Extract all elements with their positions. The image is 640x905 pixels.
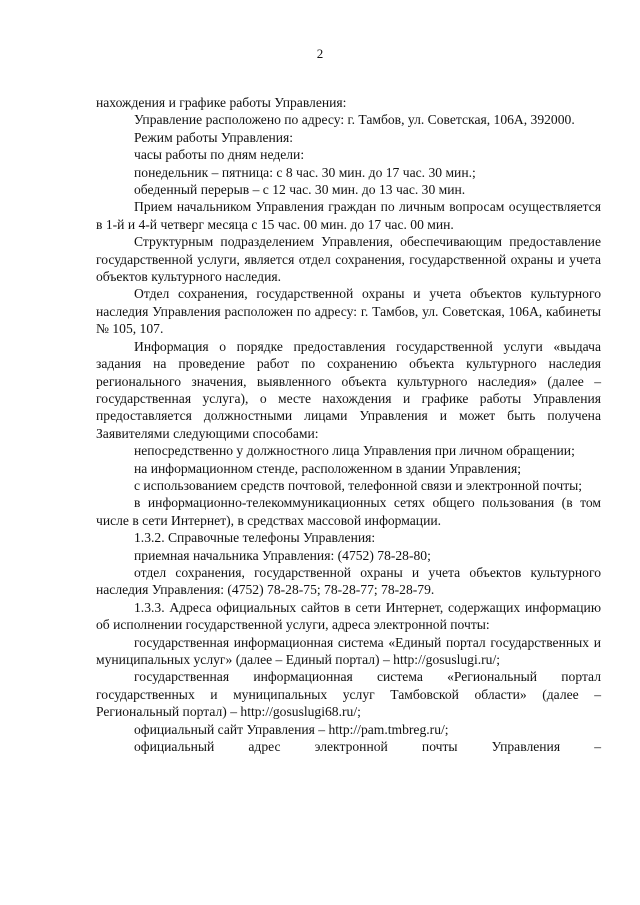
- paragraph: отдел сохранения, государственной охраны и учета объектов культурного наследия Управления: (4752) 78-28-75; 78-28-77; 78-28-79.: [96, 564, 601, 598]
- page-number: 2: [316, 46, 324, 61]
- document-body: [96, 94, 601, 755]
- paragraph: Информация о порядке предоставления государственной услуги «выдача задания на проведение работ по сохранению объекта культурного наследия регионального значения, выявленного объекта культурного наследия» (далее – государственная услуга), о месте нахождения и графике работы Управления предоставляется должностными лицами Управления и может быть получена Заявителями следующими способами:: [96, 338, 601, 441]
- paragraph: Управление расположено по адресу: г. Тамбов, ул. Советская, 106А, 392000.: [134, 112, 575, 128]
- paragraph: понедельник – пятница: с 8 час. 30 мин. до 17 час. 30 мин.;: [134, 164, 476, 180]
- paragraph: государственная информационная система «Единый портал государственных и муниципальных услуг» (далее – Единый портал) – http://gosuslugi.ru/;: [96, 634, 601, 667]
- paragraph: официальный сайт Управления – http://pam.tmbreg.ru/;: [134, 721, 449, 737]
- paragraph: на информационном стенде, расположенном в здании Управления;: [134, 460, 522, 476]
- paragraph: Отдел сохранения, государственной охраны и учета объектов культурного наследия Управления расположен по адресу: г. Тамбов, ул. Советская, 106А, кабинеты № 105, 107.: [96, 286, 601, 337]
- paragraph: часы работы по дням недели:: [134, 147, 305, 163]
- paragraph: приемная начальника Управления: (4752) 78-28-80;: [134, 547, 431, 563]
- paragraph: в информационно-телекоммуникационных сетях общего пользования (в том числе в сети Интернет), в средствах массовой информации.: [96, 495, 601, 528]
- paragraph: 1.3.2. Справочные телефоны Управления:: [134, 530, 376, 546]
- paragraph: Структурным подразделением Управления, обеспечивающим предоставление государственной услуги, является отдел сохранения, государственной охраны и учета объектов культурного наследия.: [96, 234, 601, 285]
- paragraph: Режим работы Управления:: [134, 129, 294, 145]
- paragraph: государственная информационная система «Региональный портал государственных и муниципальных услуг Тамбовской области» (далее – Региональный портал) – http://gosuslugi68.ru/;: [96, 669, 601, 720]
- paragraph: нахождения и графике работы Управления:: [96, 95, 347, 110]
- paragraph: официальный адрес электронной почты Управления –: [134, 739, 601, 755]
- paragraph: 1.3.3. Адреса официальных сайтов в сети Интернет, содержащих информацию об исполнении государственной услуги, адреса электронной почты:: [96, 599, 601, 633]
- paragraph: с использованием средств почтовой, телефонной связи и электронной почты;: [134, 477, 583, 493]
- paragraph: Прием начальником Управления граждан по личным вопросам осуществляется в 1-й и 4-й четверг месяца с 15 час. 00 мин. до 17 час. 00 мин.: [96, 199, 601, 232]
- paragraph: обеденный перерыв – с 12 час. 30 мин. до 13 час. 30 мин.: [134, 182, 466, 198]
- paragraph: непосредственно у должностного лица Управления при личном обращении;: [134, 443, 575, 459]
